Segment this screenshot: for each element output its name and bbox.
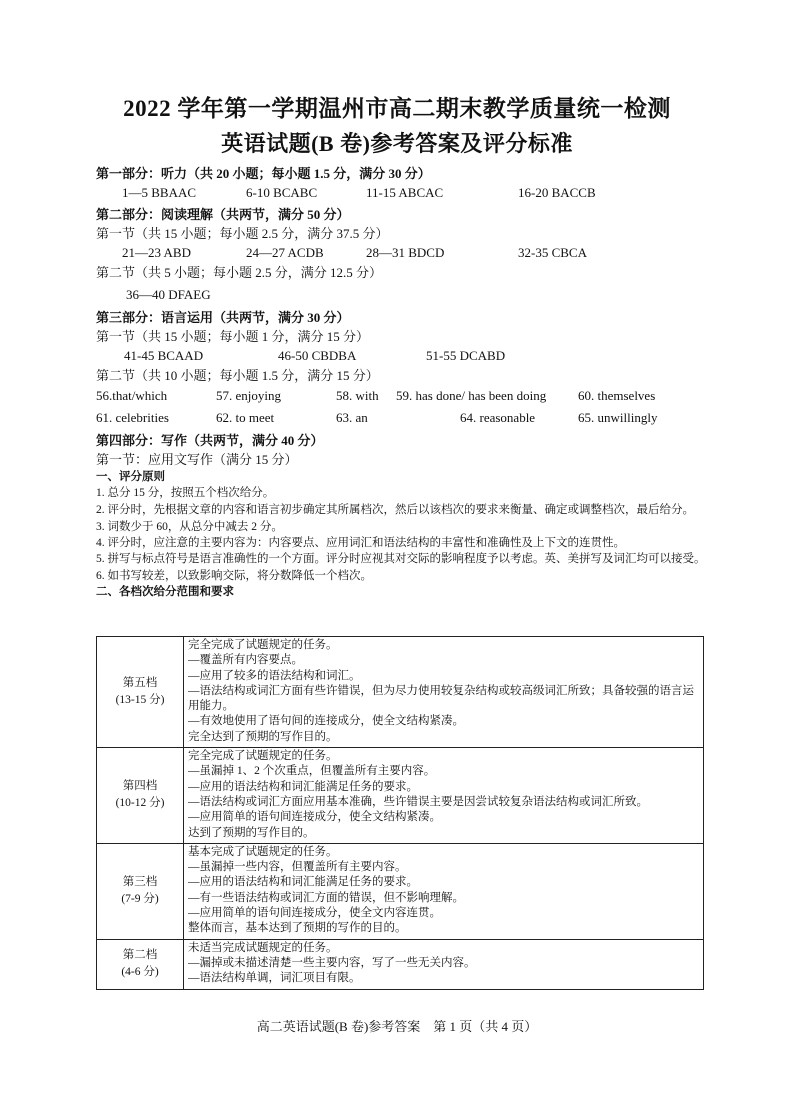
principle-item: 4. 评分时，应注意的主要内容为：内容要点、应用词汇和语法结构的丰富性和准确性及上下文的连贯性。 [96,537,625,549]
fill-answer: 65. unwillingly [578,410,658,425]
part1-heading: 第一部分：听力（共 20 小题；每小题 1.5 分，满分 30 分） [96,166,431,181]
principle-item: 2. 评分时，先根据文章的内容和语言初步确定其所属档次，然后以该档次的要求来衡量、确定或调整档次，最后给分。 [96,504,694,516]
answer-group: 6-10 BCABC [246,185,318,200]
answer-group: 51-55 DCABD [426,348,506,363]
desc-line: 完全完成了试题规定的任务。 [188,750,338,763]
level-description [184,748,704,844]
answer-group: 16-20 BACCB [518,185,596,200]
part1-answers [96,183,706,203]
level-name: 第二档 [122,949,158,962]
answer-group: 28—31 BDCD [366,245,445,260]
part3-section2: 第二节（共 10 小题；每小题 1.5 分，满分 15 分） [96,368,379,383]
part2-section2-answers [96,282,706,308]
desc-line: —语法结构单调，词汇项目有限。 [188,972,361,985]
level-description [184,637,704,748]
level-cell [97,637,184,748]
levels-heading: 二、各档次给分范围和要求 [96,586,234,598]
part3-section1: 第一节（共 15 小题；每小题 1 分，满分 15 分） [96,329,370,344]
scoring-levels-table [96,636,704,990]
answer-group: 46-50 CBDBA [278,348,357,363]
part2-heading: 第二部分：阅读理解（共两节，满分 50 分） [96,207,350,222]
part4-heading: 第四部分：写作（共两节，满分 40 分） [96,433,324,448]
fill-answer: 59. has done/ has been doing [396,388,547,403]
level-range: (10-12 分) [115,797,165,810]
fill-answer: 62. to meet [216,410,275,425]
part2-section1: 第一节（共 15 小题；每小题 2.5 分，满分 37.5 分） [96,226,389,241]
desc-line: —应用简单的语句间连接成分，使全文结构紧凑。 [188,811,441,824]
principle-item: 3. 词数少于 60，从总分中减去 2 分。 [96,521,283,533]
fill-answer: 60. themselves [578,388,656,403]
desc-line: 未适当完成试题规定的任务。 [188,941,338,954]
answer-content [96,164,706,600]
table-row [97,748,704,844]
table-row [97,843,704,939]
answer-group: 36—40 DFAEG [126,287,211,302]
level-range: (7-9 分) [121,893,159,906]
page-footer: 高二英语试题(B 卷)参考答案 第 1 页（共 4 页） [256,1019,538,1034]
desc-line: —有效地使用了语句间的连接成分，使全文结构紧凑。 [188,715,464,728]
part2-section2: 第二节（共 5 小题；每小题 2.5 分，满分 12.5 分） [96,265,383,280]
fill-answer: 57. enjoying [216,388,281,403]
level-cell [97,939,184,989]
document-title: 2022 学年第一学期温州市高二期末教学质量统一检测 [123,96,671,121]
answer-group: 32-35 CBCA [518,245,587,260]
fill-answer: 61. celebrities [96,410,169,425]
fill-answers-row1 [96,385,706,407]
desc-line: —应用的语法结构和词汇能满足任务的要求。 [188,876,418,889]
desc-line: —漏掉或未描述清楚一些主要内容，写了一些无关内容。 [188,956,476,969]
answer-group: 21—23 ABD [122,245,191,260]
desc-line: 基本完成了试题规定的任务。 [188,845,338,858]
principles-heading: 一、评分原则 [96,471,165,483]
desc-line: —语法结构或词汇方面有些许错误，但为尽力使用较复杂结构或较高级词汇所致；具备较强的语言运用能力。 [188,684,694,713]
part2-section1-answers [96,243,706,263]
level-range: (13-15 分) [115,694,165,707]
desc-line: 完全达到了预期的写作目的。 [188,730,338,743]
desc-line: 完全完成了试题规定的任务。 [188,639,338,651]
part4-section1: 第一节：应用文写作（满分 15 分） [96,452,298,467]
fill-answer: 64. reasonable [460,410,536,425]
desc-line: —有一些语法结构或词汇方面的错误，但不影响理解。 [188,891,464,904]
principle-item: 5. 拼写与标点符号是语言准确性的一个方面。评分时应视其对交际的影响程度予以考虑。英、美拼写及词汇均可以接受。 [96,553,706,565]
desc-line: —语法结构或词汇方面应用基本准确，些许错误主要是因尝试较复杂语法结构或词汇所致。 [188,795,648,808]
fill-answers-row2 [96,407,706,429]
fill-answer: 58. with [336,388,379,403]
desc-line: —应用简单的语句间连接成分，使全文内容连贯。 [188,907,441,920]
level-description [184,843,704,939]
desc-line: 整体而言，基本达到了预期的写作的目的。 [188,922,407,935]
desc-line: —应用了较多的语法结构和词汇。 [188,669,361,682]
fill-answer: 63. an [336,410,368,425]
table-row [97,637,704,748]
desc-line: —虽漏掉一些内容，但覆盖所有主要内容。 [188,861,407,874]
table-row [97,939,704,989]
level-name: 第五档 [122,677,158,690]
level-cell [97,843,184,939]
document-subtitle: 英语试题(B 卷)参考答案及评分标准 [221,131,573,156]
desc-line: —覆盖所有内容要点。 [188,654,303,667]
answer-group: 24—27 ACDB [246,245,324,260]
desc-line: —虽漏掉 1、2 个次重点，但覆盖所有主要内容。 [188,765,436,778]
fill-answer: 56.that/which [96,388,168,403]
level-range: (4-6 分) [121,966,159,979]
level-name: 第四档 [122,780,158,793]
answer-group: 1—5 BBAAC [122,185,197,200]
desc-line: —应用的语法结构和词汇能满足任务的要求。 [188,780,418,793]
answer-group: 41-45 BCAAD [124,348,204,363]
desc-line: 达到了预期的写作目的。 [188,826,315,839]
part3-section1-answers [96,346,706,366]
level-name: 第三档 [122,876,158,889]
answer-group: 11-15 ABCAC [366,185,444,200]
level-description [184,939,704,989]
principle-item: 6. 如书写较差，以致影响交际，将分数降低一个档次。 [96,570,372,582]
principle-item: 1. 总分 15 分，按照五个档次给分。 [96,487,275,499]
part3-heading: 第三部分：语言运用（共两节，满分 30 分） [96,310,350,325]
level-cell [97,748,184,844]
